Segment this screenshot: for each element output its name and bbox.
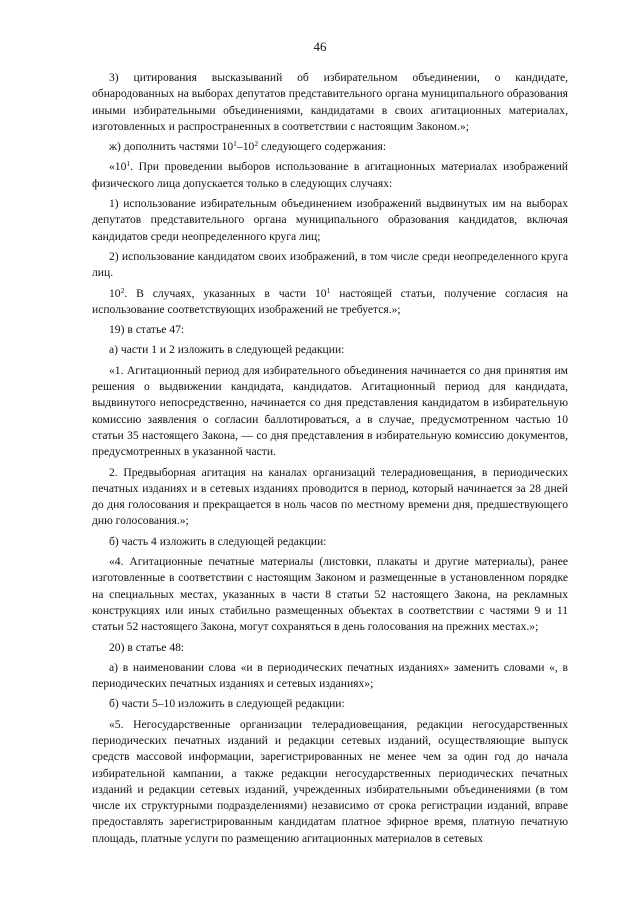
paragraph-part-10-1: «$10^1$. При проведении выборов использование в агитационных материалах изображений физического лица допускается только в следующих случаях: xyxy=(92,159,568,190)
paragraph-amend-b: б) часть 4 изложить в следующей редакции: xyxy=(109,534,327,548)
paragraph-part-4: «4. Агитационные печатные материалы (листовки, плакаты и другие материалы), ранее изготовленные в соответствии с настоящим Законом и размещенные в установленном порядке на специальных местах, указанных в части 8 статьи 52 настоящего Закона, на рекламных конструкциях или иных стабильно размещенных объектах в соответствии с частями 9 и 11 статьи 52 настоящего Закона, могут сохраняться в день голосования на прежних местах.»; xyxy=(92,555,568,634)
page-number: 46 xyxy=(313,39,327,54)
paragraph-part-1: «1. Агитационный период для избирательного объединения начинается со дня принятия им решения о выдвижении кандидата, кандидатов. Агитационный период для кандидата, выдвинутого непосредственно, начинается со дня представления кандидатом в избирательную комиссию заявления о согласии баллотироваться, а в случае, предусмотренном частью 10 статьи 35 настоящего Закона, — со дня представления в избирательную комиссию документов, предусмотренных в указанной части. xyxy=(92,363,568,459)
paragraph-part-10-2: $10^2$. В случаях, указанных в части $10^1$ настоящей статьи, получение согласия на использование соответствующих изображений не требуется.»; xyxy=(92,285,568,316)
paragraph-amend-parts-5-10: б) части 5–10 изложить в следующей редакции: xyxy=(109,697,345,711)
paragraph-amend-a: а) части 1 и 2 изложить в следующей редакции: xyxy=(109,343,345,357)
paragraph-part-5: «5. Негосударственные организации телерадиовещания, редакции негосударственных периодических печатных изданий и редакции сетевых изданий, осуществляющие выпуск средств массовой информации, зарегистрированных не менее чем за один год до начала избирательной кампании, а также редакции негосударственных периодических печатных изданий и редакции сетевых изданий, учрежденных избирательными объединениями (в том числе их структурными подразделениями) независимо от срока регистрации изданий, вправе предоставлять зарегистрированным кандидатам платное эфирное время, платную печатную площадь, платные услуги по размещению агитационных материалов в сетевых xyxy=(92,717,568,845)
document-body xyxy=(92,70,568,851)
paragraph-amend-zh: ж) дополнить частями $10^1-10^2$ следующего содержания: xyxy=(109,139,387,154)
paragraph-case-2: 2) использование кандидатом своих изображений, в том числе среди неопределенного круга лиц. xyxy=(92,249,568,280)
paragraph-case-1: 1) использование избирательным объединением изображений выдвинутых им на выборах депутатов представительного органа муниципального образования кандидатов, включая кандидатов среди неопределенного круга лиц; xyxy=(92,197,568,243)
paragraph-item-3: 3) цитирования высказываний об избирательном объединении, о кандидате, обнародованных на выборах депутатов представительного органа муниципального образования иными избирательными объединениями, кандидатами в своих агитационных материалах, изготовленных и распространенных в соответствии с настоящим Законом.»; xyxy=(92,71,568,133)
paragraph-item-19: 19) в статье 47: xyxy=(109,323,185,337)
paragraph-amend-title: а) в наименовании слова «и в периодических печатных изданиях» заменить словами «, в периодических печатных изданиях и сетевых изданиях»; xyxy=(92,660,568,691)
paragraph-part-2: 2. Предвыборная агитация на каналах организаций телерадиовещания, в периодических печатных изданиях и в сетевых изданиях проводится в период, который начинается за 28 дней до дня голосования и прекращается в ноль часов по местному времени дня, предшествующего дню голосования.»; xyxy=(92,465,568,528)
paragraph-item-20: 20) в статье 48: xyxy=(109,640,185,654)
